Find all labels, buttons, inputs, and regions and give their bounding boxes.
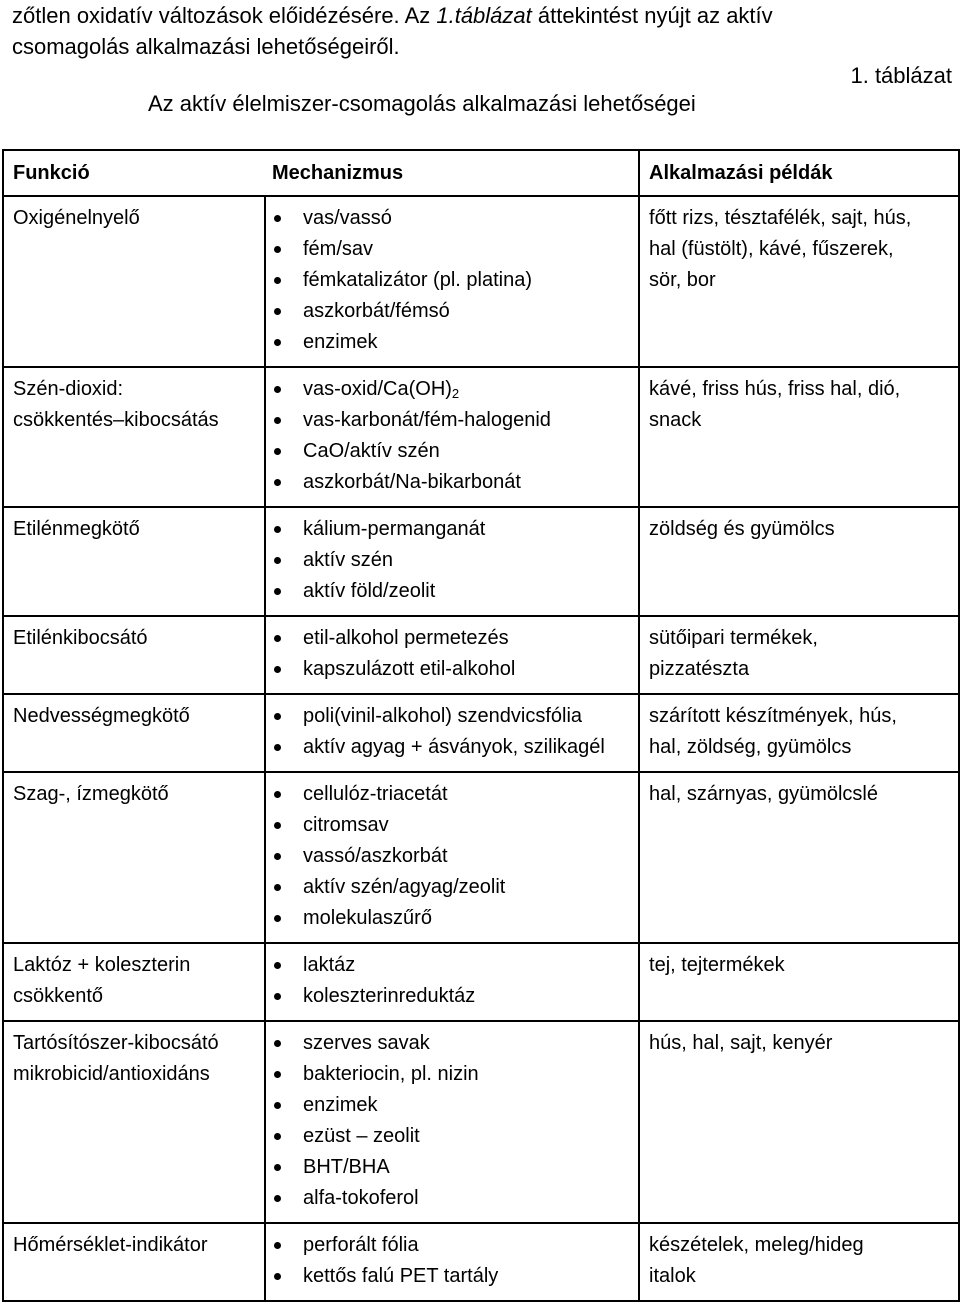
mechanism-list <box>273 374 634 498</box>
mechanism-item: BHT/BHA <box>273 1152 634 1183</box>
mechanism-cell <box>265 772 639 943</box>
examples-cell <box>639 1021 959 1223</box>
mechanism-item: kettős falú PET tartály <box>273 1261 634 1292</box>
mechanism-item: szerves savak <box>273 1028 634 1059</box>
mechanism-list <box>273 623 634 685</box>
mechanism-item: aktív szén/agyag/zeolit <box>273 872 634 903</box>
mechanism-cell <box>265 507 639 616</box>
function-cell <box>3 1223 265 1301</box>
examples-text: készételek, meleg/hideg <box>649 1234 864 1256</box>
table-header-row <box>3 150 959 196</box>
mechanism-item: cellulóz-triacetát <box>273 779 634 810</box>
examples-text: zöldség és gyümölcs <box>649 518 835 540</box>
examples-cell <box>639 694 959 772</box>
mechanism-list <box>273 203 634 358</box>
examples-cell <box>639 943 959 1021</box>
mechanism-item: aktív agyag + ásványok, szilikagél <box>273 732 634 763</box>
mechanism-item: aktív szén <box>273 545 634 576</box>
mechanism-item: vas/vassó <box>273 203 634 234</box>
mechanism-item: vassó/aszkorbát <box>273 841 634 872</box>
mechanism-item: koleszterinreduktáz <box>273 981 634 1012</box>
function-text: csökkentő <box>13 985 104 1007</box>
examples-text: szárított készítmények, hús, <box>649 705 897 727</box>
examples-text: tej, tejtermékek <box>649 954 785 976</box>
function-text: mikrobicid/antioxidáns <box>13 1063 210 1085</box>
function-text: Hőmérséklet-indikátor <box>13 1234 208 1256</box>
table-row <box>3 772 959 943</box>
table-row <box>3 1021 959 1223</box>
table-number: 1. táblázat <box>850 63 952 88</box>
subscript: 2 <box>451 386 460 401</box>
mechanism-cell <box>265 694 639 772</box>
mechanism-item: bakteriocin, pl. nizin <box>273 1059 634 1090</box>
table-row <box>3 196 959 367</box>
mechanism-list <box>273 950 634 1012</box>
mechanism-item: fém/sav <box>273 234 634 265</box>
mechanism-cell <box>265 616 639 694</box>
examples-text: hal, zöldség, gyümölcs <box>649 736 852 758</box>
header-function-mechanism <box>3 150 639 196</box>
applications-table <box>2 149 960 1302</box>
examples-cell <box>639 616 959 694</box>
mechanism-item: kapszulázott etil-alkohol <box>273 654 634 685</box>
mechanism-item: kálium-permanganát <box>273 514 634 545</box>
examples-text: pizzatészta <box>649 658 750 680</box>
table-row <box>3 507 959 616</box>
mechanism-item: enzimek <box>273 327 634 358</box>
table-row <box>3 616 959 694</box>
mechanism-item: perforált fólia <box>273 1230 634 1261</box>
function-text: Szén-dioxid: <box>13 378 124 400</box>
examples-text: sör, bor <box>649 269 716 291</box>
mechanism-list <box>273 514 634 607</box>
function-cell <box>3 367 265 507</box>
function-cell <box>3 616 265 694</box>
function-text: Etilénkibocsátó <box>13 627 148 649</box>
mechanism-cell <box>265 367 639 507</box>
intro-text: áttekintést nyújt az aktív <box>531 3 773 28</box>
function-text: csökkentés–kibocsátás <box>13 409 219 431</box>
function-cell <box>3 196 265 367</box>
intro-line-2: csomagolás alkalmazási lehetőségeiről. <box>12 34 400 59</box>
mechanism-list <box>273 1230 634 1292</box>
function-text: Laktóz + koleszterin <box>13 954 191 976</box>
function-text: Szag-, ízmegkötő <box>13 783 169 805</box>
function-text: Oxigénelnyelő <box>13 207 140 229</box>
mechanism-item: aktív föld/zeolit <box>273 576 634 607</box>
table-row <box>3 367 959 507</box>
examples-text: italok <box>649 1265 696 1287</box>
mechanism-item: aszkorbát/fémsó <box>273 296 634 327</box>
intro-line-1 <box>12 0 956 31</box>
function-text: Nedvességmegkötő <box>13 705 190 727</box>
mechanism-item: laktáz <box>273 950 634 981</box>
mechanism-item: alfa-tokoferol <box>273 1183 634 1214</box>
examples-cell <box>639 196 959 367</box>
mechanism-cell <box>265 1021 639 1223</box>
function-cell <box>3 1021 265 1223</box>
examples-text: sütőipari termékek, <box>649 627 818 649</box>
examples-cell <box>639 1223 959 1301</box>
intro-text: zőtlen oxidatív változások előidézésére. Az <box>12 3 437 28</box>
mechanism-item: poli(vinil-alkohol) szendvicsfólia <box>273 701 634 732</box>
mechanism-item: etil-alkohol permetezés <box>273 623 634 654</box>
function-cell <box>3 507 265 616</box>
examples-text: hal (füstölt), kávé, fűszerek, <box>649 238 894 260</box>
mechanism-item: vas-karbonát/fém-halogenid <box>273 405 634 436</box>
mechanism-cell <box>265 1223 639 1301</box>
mechanism-item: molekulaszűrő <box>273 903 634 934</box>
mechanism-item: CaO/aktív szén <box>273 436 634 467</box>
table-row <box>3 1223 959 1301</box>
mechanism-item: vas-$oxid/Ca(OH)_2$ <box>273 374 634 405</box>
examples-text: snack <box>649 409 702 431</box>
mechanism-item: enzimek <box>273 1090 634 1121</box>
mechanism-item: aszkorbát/Na-bikarbonát <box>273 467 634 498</box>
examples-text: hal, szárnyas, gyümölcslé <box>649 783 878 805</box>
function-text: Tartósítószer-kibocsátó <box>13 1032 219 1054</box>
mechanism-list <box>273 701 634 763</box>
mechanism-item: citromsav <box>273 810 634 841</box>
header-mechanism: Mechanizmus <box>272 161 404 184</box>
examples-text: hús, hal, sajt, kenyér <box>649 1032 833 1054</box>
examples-cell <box>639 367 959 507</box>
mechanism-item: fémkatalizátor (pl. platina) <box>273 265 634 296</box>
mechanism-item: ezüst – zeolit <box>273 1121 634 1152</box>
mechanism-list <box>273 779 634 934</box>
mechanism-cell <box>265 943 639 1021</box>
function-text: Etilénmegkötő <box>13 518 140 540</box>
examples-cell <box>639 772 959 943</box>
function-cell <box>3 943 265 1021</box>
function-cell <box>3 772 265 943</box>
function-cell <box>3 694 265 772</box>
table-body <box>3 196 959 1301</box>
header-function: Funkció <box>13 161 90 184</box>
table-reference: 1.táblázat <box>436 3 532 28</box>
intro-paragraph <box>12 0 956 62</box>
table-row <box>3 694 959 772</box>
table-title: Az aktív élelmiszer-csomagolás alkalmazási lehetőségei <box>148 91 696 116</box>
examples-cell <box>639 507 959 616</box>
mechanism-cell <box>265 196 639 367</box>
examples-text: kávé, friss hús, friss hal, dió, <box>649 378 901 400</box>
table-row <box>3 943 959 1021</box>
header-examples: Alkalmazási példák <box>639 150 959 196</box>
mechanism-list <box>273 1028 634 1214</box>
examples-text: főtt rizs, tésztafélék, sajt, hús, <box>649 207 912 229</box>
